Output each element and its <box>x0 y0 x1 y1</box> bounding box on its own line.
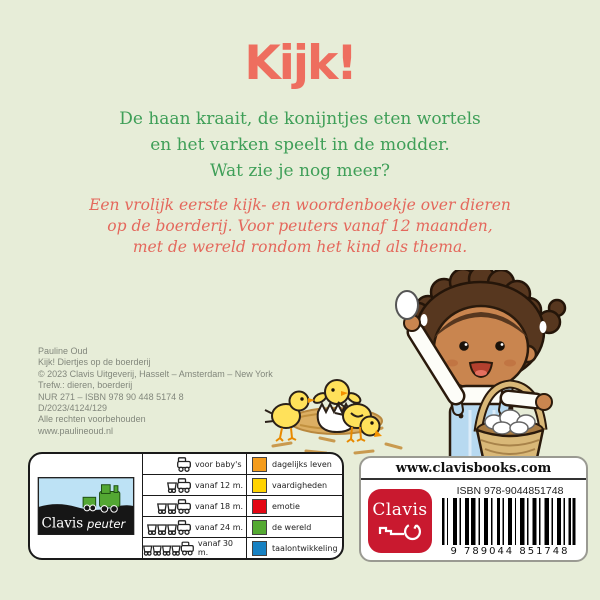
age-row <box>143 475 342 496</box>
isbn-panel <box>359 456 588 562</box>
age-cell <box>143 475 247 495</box>
category-label: vaardigheden <box>272 480 328 490</box>
train-icon-3-wagons <box>147 520 192 535</box>
barcode-digits: 9 789044 851748 <box>450 546 570 557</box>
category-label: taalontwikkeling <box>272 543 338 553</box>
category-label: dagelijks leven <box>272 459 332 469</box>
intro-text <box>0 195 600 258</box>
age-rows <box>143 454 342 558</box>
category-label: de wereld <box>272 522 312 532</box>
clavis-peuter-logo-image <box>37 477 135 535</box>
train-icon-1-wagon <box>167 478 192 493</box>
barcode-block <box>439 485 581 557</box>
hair-tie-left <box>421 314 428 326</box>
category-swatch-yellow <box>252 478 267 493</box>
book-title: Kijk! <box>244 36 356 91</box>
category-swatch-red <box>252 499 267 514</box>
illustration-girl-with-chicks <box>258 270 598 470</box>
colophon-depot: D/2023/4124/129 <box>38 403 108 414</box>
intro-line: met de wereld rondom het kind als thema. <box>132 238 468 256</box>
age-category-panel <box>28 452 344 560</box>
girl <box>396 270 565 466</box>
egg-in-hand <box>396 291 418 319</box>
age-label: voor baby's <box>195 459 242 469</box>
category-label: emotie <box>272 501 300 511</box>
category-cell <box>247 475 342 495</box>
train-icon-4-wagons <box>143 541 195 556</box>
train-icon-0-wagons <box>177 457 192 472</box>
blurb-text <box>0 106 600 184</box>
age-label: vanaf 30 m. <box>197 539 234 557</box>
intro-line: op de boerderij. Voor peuters vanaf 12 maanden, <box>107 217 493 235</box>
blurb-line: Wat zie je nog meer? <box>210 161 390 181</box>
category-cell <box>247 538 342 558</box>
age-row <box>143 517 342 538</box>
clavis-peuter-logo <box>30 454 143 558</box>
colophon-copyright: © 2023 Clavis Uitgeverij, Hasselt – Amsterdam – New York <box>38 368 273 379</box>
basket <box>477 384 552 463</box>
age-row <box>143 454 342 475</box>
blurb-line: De haan kraait, de konijntjes eten wortels <box>119 109 481 129</box>
clavis-logo-word: Clavis <box>41 515 84 532</box>
hair-tie-right <box>540 321 547 333</box>
colophon-author-site: www.paulineoud.nl <box>38 425 114 436</box>
age-cell <box>143 496 247 516</box>
age-cell <box>143 454 247 474</box>
girl-hand-basket <box>536 394 552 410</box>
key-icon <box>378 519 422 541</box>
age-cell <box>143 517 247 537</box>
colophon-keywords: Trefw.: dieren, boerderij <box>38 380 133 391</box>
barcode <box>442 498 578 545</box>
category-swatch-green <box>252 520 267 535</box>
isbn-number: ISBN 978-9044851748 <box>456 485 564 497</box>
colophon-booktitle: Kijk! Diertjes op de boerderij <box>38 357 151 368</box>
peuter-logo-word: peuter <box>86 517 126 532</box>
category-swatch-orange <box>252 457 267 472</box>
clavis-logo <box>368 489 432 553</box>
clavis-logo-text: Clavis <box>372 499 428 520</box>
age-cell <box>143 538 247 558</box>
category-cell <box>247 454 342 474</box>
age-label: vanaf 24 m. <box>195 522 244 532</box>
age-label: vanaf 12 m. <box>195 480 244 490</box>
publisher-website: www.clavisbooks.com <box>361 458 586 480</box>
category-swatch-blue <box>252 541 267 556</box>
train-icon-2-wagons <box>157 499 192 514</box>
category-cell <box>247 496 342 516</box>
isbn-body <box>361 480 586 560</box>
intro-line: Een vrolijk eerste kijk- en woordenboekje over dieren <box>89 196 511 214</box>
colophon-nur-isbn: NUR 271 – ISBN 978 90 448 5174 8 <box>38 391 184 402</box>
age-row <box>143 538 342 558</box>
blurb-line: en het varken speelt in de modder. <box>150 135 450 155</box>
colophon-rights: Alle rechten voorbehouden <box>38 414 146 425</box>
colophon-author: Pauline Oud <box>38 346 88 356</box>
age-label: vanaf 18 m. <box>195 501 244 511</box>
age-row <box>143 496 342 517</box>
category-cell <box>247 517 342 537</box>
